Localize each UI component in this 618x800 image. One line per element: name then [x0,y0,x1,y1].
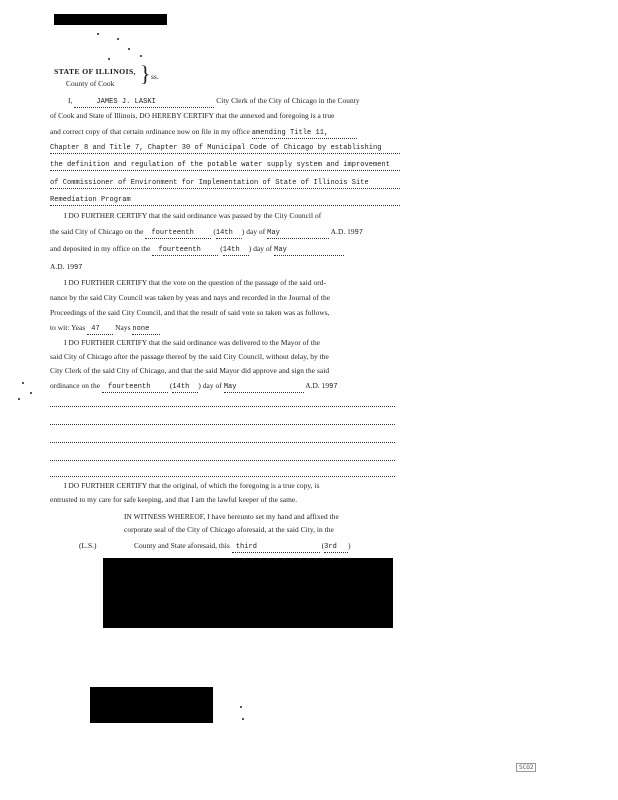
passed-day-num: 14th [216,228,242,239]
scan-speck [242,718,244,720]
cert-line-2: of Cook and State of Illinois, DO HEREBY CERTIFY that the annexed and foregoing is a true [50,111,335,120]
clerk-post: City Clerk of the City of Chicago in the County [216,96,360,105]
blank-line [50,416,395,425]
redaction-top [54,14,167,25]
vote-line-3: Proceedings of the said City Council, and that the result of said vote so taken was as follows, [50,308,330,317]
deposited-ad: A.D. 19 [50,262,74,271]
deposited-line: and deposited in my office on the fourteenth (14th ) day of May [50,244,344,256]
ordinance-title-2: the definition and regulation of the potable water supply system and improvement [50,160,400,171]
deposited-day-num: 14th [223,245,249,256]
clerk-pre: I, [68,96,73,105]
passed-line-2: the said City of Chicago on the fourteenth (14th ) day of May A.D. 1997 [50,227,364,237]
state-heading: STATE OF ILLINOIS, [54,67,136,76]
approved-month: May [224,382,304,393]
deposited-year: 97 [73,264,83,272]
scan-speck [140,55,142,57]
scan-speck [117,38,119,40]
passed-day-word: fourteenth [145,228,211,239]
deposited-year-line [50,262,82,273]
nays-count: none [132,324,160,335]
clerk-name: JAMES J. LASKI [74,97,214,108]
delivered-line-4: ordinance on the fourteenth (14th ) day of May A.D. 1997 [50,381,338,391]
deposited-day-word: fourteenth [152,245,218,256]
yeas-label: to wit: Yeas [50,323,86,332]
original-line-2: entrusted to my care for safe keeping, and that I am the lawful keeper of the same. [50,495,298,504]
vote-line-4 [50,323,160,335]
nays-label: Nays [115,323,131,332]
passed-ad: A.D. 19 [330,227,355,236]
redaction-bottom [90,687,213,723]
ss-label: ss. [151,72,159,81]
cert-line-3-fill: amending Title 11, [252,128,357,139]
cert-line-3 [50,127,357,139]
vote-line-1: I DO FURTHER CERTIFY that the vote on the question of the passage of the said ord- [64,278,326,287]
page-stamp: SCO2 [516,763,536,772]
deposited-pre: and deposited in my office on the [50,244,151,253]
scan-speck [108,58,110,60]
passed-month: May [267,228,329,239]
witness-day-word: third [232,542,320,553]
approved-ad: A.D. 19 [305,381,330,390]
scan-speck [18,398,20,400]
brace: } [140,61,151,86]
deposited-month: May [274,245,344,256]
delivered-line-2: said City of Chicago after the passage thereof by the said City Council, without delay, by the [50,352,329,361]
original-line-1: I DO FURTHER CERTIFY that the original, of which the foregoing is a true copy, is [64,481,320,490]
blank-line [50,452,395,461]
approved-year: 97 [329,383,338,391]
scan-speck [97,33,99,35]
passed-line-1: I DO FURTHER CERTIFY that the said ordinance was passed by the City Council of [64,211,322,220]
approved-day-num: 14th [172,382,198,393]
approved-day-of: day of [202,381,222,390]
scan-speck [240,706,242,708]
witness-line-1: IN WITNESS WHEREOF, I have hereunto set my hand and affixed the [124,512,339,521]
witness-line-3: County and State aforesaid, this third (3rd ) [134,541,351,551]
vote-line-2: nance by the said City Council was taken by yeas and nays and recorded in the Journal of the [50,293,331,302]
witness-date-pre: County and State aforesaid, this [134,541,230,550]
seal-label: (L.S.) [79,541,97,550]
approved-day-word: fourteenth [102,382,168,393]
clerk-line [68,96,360,108]
delivered-line-3: City Clerk of the said City of Chicago, and that the said Mayor did approve and sign the said [50,366,330,375]
blank-line [50,434,395,443]
witness-line-2: corporate seal of the City of Chicago aforesaid, at the said City, in the [124,525,334,534]
witness-day-num: 3rd [324,542,348,553]
passed-year: 97 [354,229,364,237]
redaction-middle [103,558,393,628]
scan-speck [30,392,32,394]
scan-speck [128,48,130,50]
yeas-count: 47 [87,324,113,335]
ordinance-title-4: Remediation Program [50,195,400,206]
cert-line-3-text: and correct copy of that certain ordinance now on file in my office [50,127,250,136]
delivered-line-1: I DO FURTHER CERTIFY that the said ordinance was delivered to the Mayor of the [64,338,321,347]
approved-pre: ordinance on the [50,381,101,390]
blank-line [50,398,395,407]
ordinance-title-1: Chapter 8 and Title 7, Chapter 30 of Municipal Code of Chicago by establishing [50,143,400,154]
scan-speck [22,382,24,384]
blank-line [50,468,395,477]
county-label: County of Cook [66,79,115,88]
deposited-day-of: day of [253,244,273,253]
passed-date-pre: the said City of Chicago on the [50,227,144,236]
passed-day-of: day of [246,227,266,236]
ordinance-title-3: of Commissioner of Environment for Implementation of State of Illinois Site [50,178,400,189]
